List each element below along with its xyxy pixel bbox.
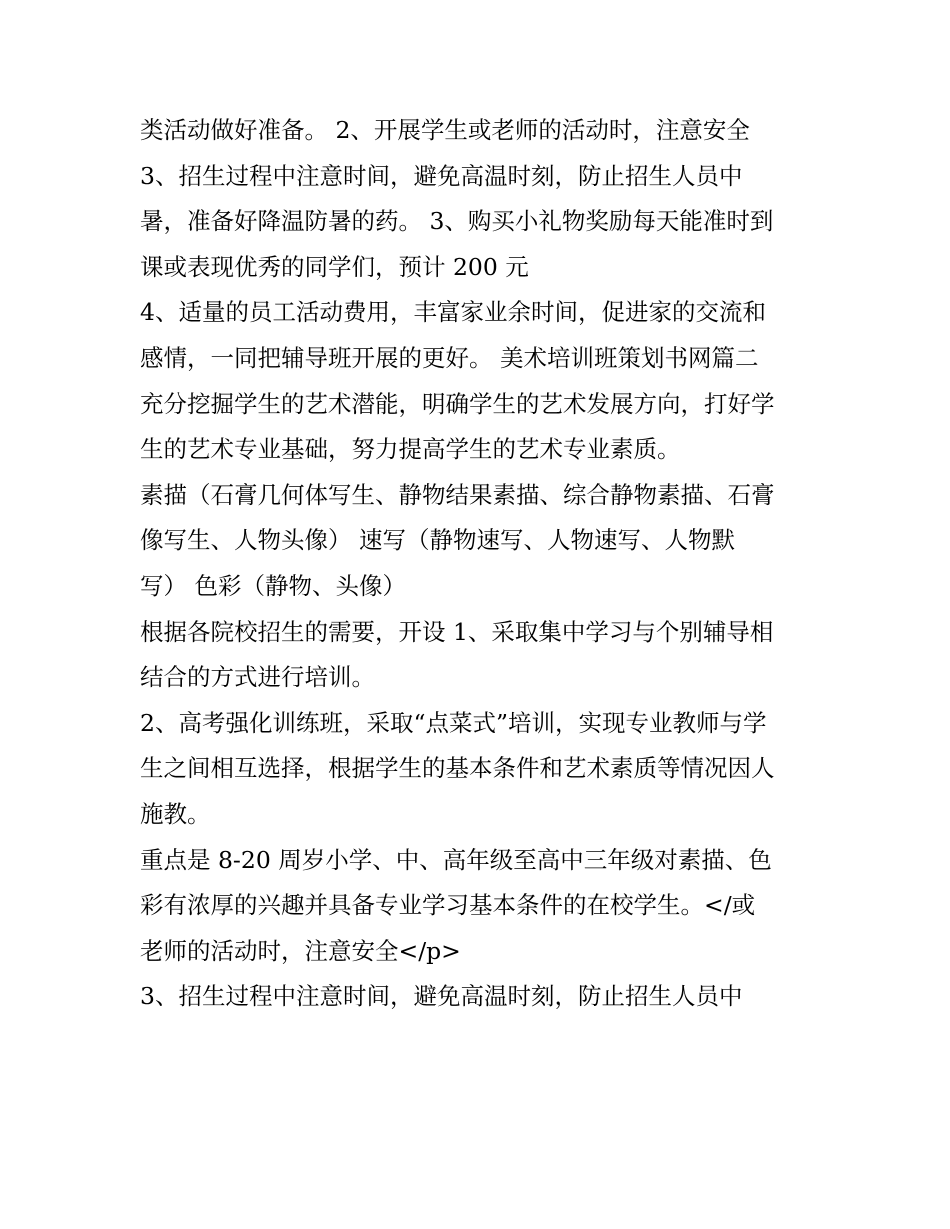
text-line: 结合的方式进行培训。 <box>140 663 375 692</box>
text-line: 根据各院校招生的需要，开设 1、采取集中学习与个别辅导相 <box>140 617 774 646</box>
text-line: 充分挖掘学生的艺术潜能，明确学生的艺术发展方向，打好学 <box>140 389 775 418</box>
text-line: 3、招生过程中注意时间，避免高温时刻，防止招生人员中 <box>140 982 743 1011</box>
text-line: 课或表现优秀的同学们，预计 200 元 <box>140 252 529 281</box>
text-line: 4、适量的员工活动费用，丰富家业余时间，促进家的交流和 <box>140 298 766 327</box>
text-line: 像写生、人物头像） 速写（静物速写、人物速写、人物默 <box>140 526 735 555</box>
text-line: 2、高考强化训练班，采取“点菜式”培训，实现专业教师与学 <box>140 708 767 737</box>
text-line: 生的艺术专业基础，努力提高学生的艺术专业素质。 <box>140 435 681 464</box>
text-line: 感情，一同把辅导班开展的更好。 美术培训班策划书网篇二 <box>140 343 759 372</box>
text-line: 素描（石膏几何体写生、静物结果素描、综合静物素描、石膏 <box>140 480 775 509</box>
text-line: 彩有浓厚的兴趣并具备专业学习基本条件的在校学生。</或 <box>140 891 756 920</box>
body-text <box>140 108 840 1020</box>
text-line: 写） 色彩（静物、头像） <box>140 571 406 600</box>
text-line: 施教。 <box>140 799 211 828</box>
text-line: 暑，准备好降温防暑的药。 3、购买小礼物奖励每天能准时到 <box>140 207 774 236</box>
text-line: 重点是 8-20 周岁小学、中、高年级至高中三年级对素描、色 <box>140 845 772 874</box>
text-line: 类活动做好准备。 2、开展学生或老师的活动时，注意安全 <box>140 116 750 144</box>
text-line: 3、招生过程中注意时间，避免高温时刻，防止招生人员中 <box>140 161 743 190</box>
text-line: 生之间相互选择，根据学生的基本条件和艺术素质等情况因人 <box>140 754 775 783</box>
text-line: 老师的活动时，注意安全</p> <box>140 936 461 965</box>
